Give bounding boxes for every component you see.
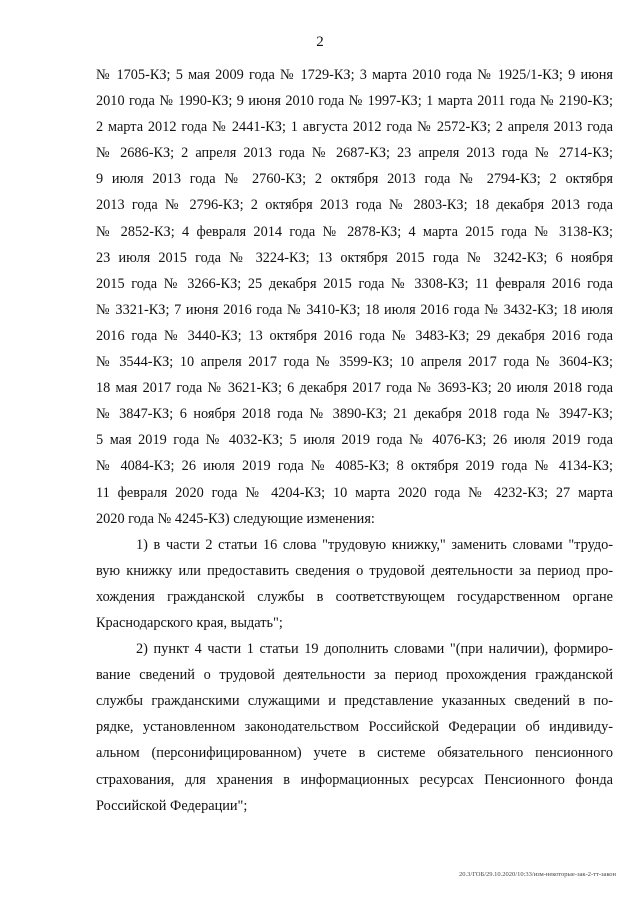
text-line: службы гражданскими служащими и представление указанных сведений в по-: [96, 693, 613, 710]
text-line: № 3544-КЗ; 10 апреля 2017 года № 3599-КЗ; 10 апреля 2017 года № 3604-КЗ;: [96, 354, 613, 371]
text-line: страхования, для хранения в информационных ресурсах Пенсионного фонда: [96, 771, 613, 788]
text-line: 1) в части 2 статьи 16 слова "трудовую книжку," заменить словами "трудо-: [136, 536, 613, 553]
text-line: 2013 года № 2796-КЗ; 2 октября 2013 года № 2803-КЗ; 18 декабря 2013 года: [96, 197, 613, 214]
text-line: Краснодарского края, выдать";: [96, 614, 283, 631]
text-line: вание сведений о трудовой деятельности за период прохождения гражданской: [96, 667, 613, 684]
text-line: № 4084-КЗ; 26 июля 2019 года № 4085-КЗ; 8 октября 2019 года № 4134-КЗ;: [96, 458, 613, 475]
text-line: 9 июля 2013 года № 2760-КЗ; 2 октября 2013 года № 2794-КЗ; 2 октября: [96, 171, 613, 188]
text-line: 2010 года № 1990-КЗ; 9 июня 2010 года № 1997-КЗ; 1 марта 2011 года № 2190-КЗ;: [96, 93, 613, 110]
text-line: 2 марта 2012 года № 2441-КЗ; 1 августа 2012 года № 2572-КЗ; 2 апреля 2013 года: [96, 119, 613, 136]
text-line: Российской Федерации";: [96, 797, 248, 814]
text-line: 2) пункт 4 части 1 статьи 19 дополнить словами "(при наличии), формиро-: [136, 641, 613, 658]
text-line: рядке, установленном законодательством Российской Федерации об индивиду-: [96, 719, 613, 736]
text-line: № 1705-КЗ; 5 мая 2009 года № 1729-КЗ; 3 марта 2010 года № 1925/1-КЗ; 9 июня: [96, 67, 613, 83]
text-line: 5 мая 2019 года № 4032-КЗ; 5 июля 2019 года № 4076-КЗ; 26 июля 2019 года: [96, 432, 613, 449]
text-line: 11 февраля 2020 года № 4204-КЗ; 10 марта 2020 года № 4232-КЗ; 27 марта: [96, 484, 613, 501]
text-line: № 2852-КЗ; 4 февраля 2014 года № 2878-КЗ; 4 марта 2015 года № 3138-КЗ;: [96, 223, 613, 240]
document-body: [96, 62, 613, 819]
text-line: 2016 года № 3440-КЗ; 13 октября 2016 года № 3483-КЗ; 29 декабря 2016 года: [96, 327, 613, 344]
text-line: № 2686-КЗ; 2 апреля 2013 года № 2687-КЗ; 23 апреля 2013 года № 2714-КЗ;: [96, 145, 613, 162]
text-line: № 3321-КЗ; 7 июня 2016 года № 3410-КЗ; 18 июля 2016 года № 3432-КЗ; 18 июля: [96, 301, 613, 318]
text-line: альном (персонифицированном) учете в системе обязательного пенсионного: [96, 745, 613, 762]
text-line: 2020 года № 4245-КЗ) следующие изменения:: [96, 510, 375, 527]
footer-document-code: 20.3/ГОБ/29.10.2020/10:33/изм-некоторые-зак-2-тт-закон: [459, 871, 616, 878]
text-line: № 3847-КЗ; 6 ноября 2018 года № 3890-КЗ; 21 декабря 2018 года № 3947-КЗ;: [96, 406, 613, 423]
text-line: хождения гражданской службы в соответствующем государственном органе: [96, 588, 613, 605]
text-line: вую книжку или предоставить сведения о трудовой деятельности за период про-: [96, 562, 613, 579]
text-line: 2015 года № 3266-КЗ; 25 декабря 2015 года № 3308-КЗ; 11 февраля 2016 года: [96, 275, 613, 292]
text-line: 23 июля 2015 года № 3224-КЗ; 13 октября 2015 года № 3242-КЗ; 6 ноября: [96, 249, 613, 266]
page-number: 2: [316, 34, 324, 50]
text-line: 18 мая 2017 года № 3621-КЗ; 6 декабря 2017 года № 3693-КЗ; 20 июля 2018 года: [96, 380, 613, 397]
